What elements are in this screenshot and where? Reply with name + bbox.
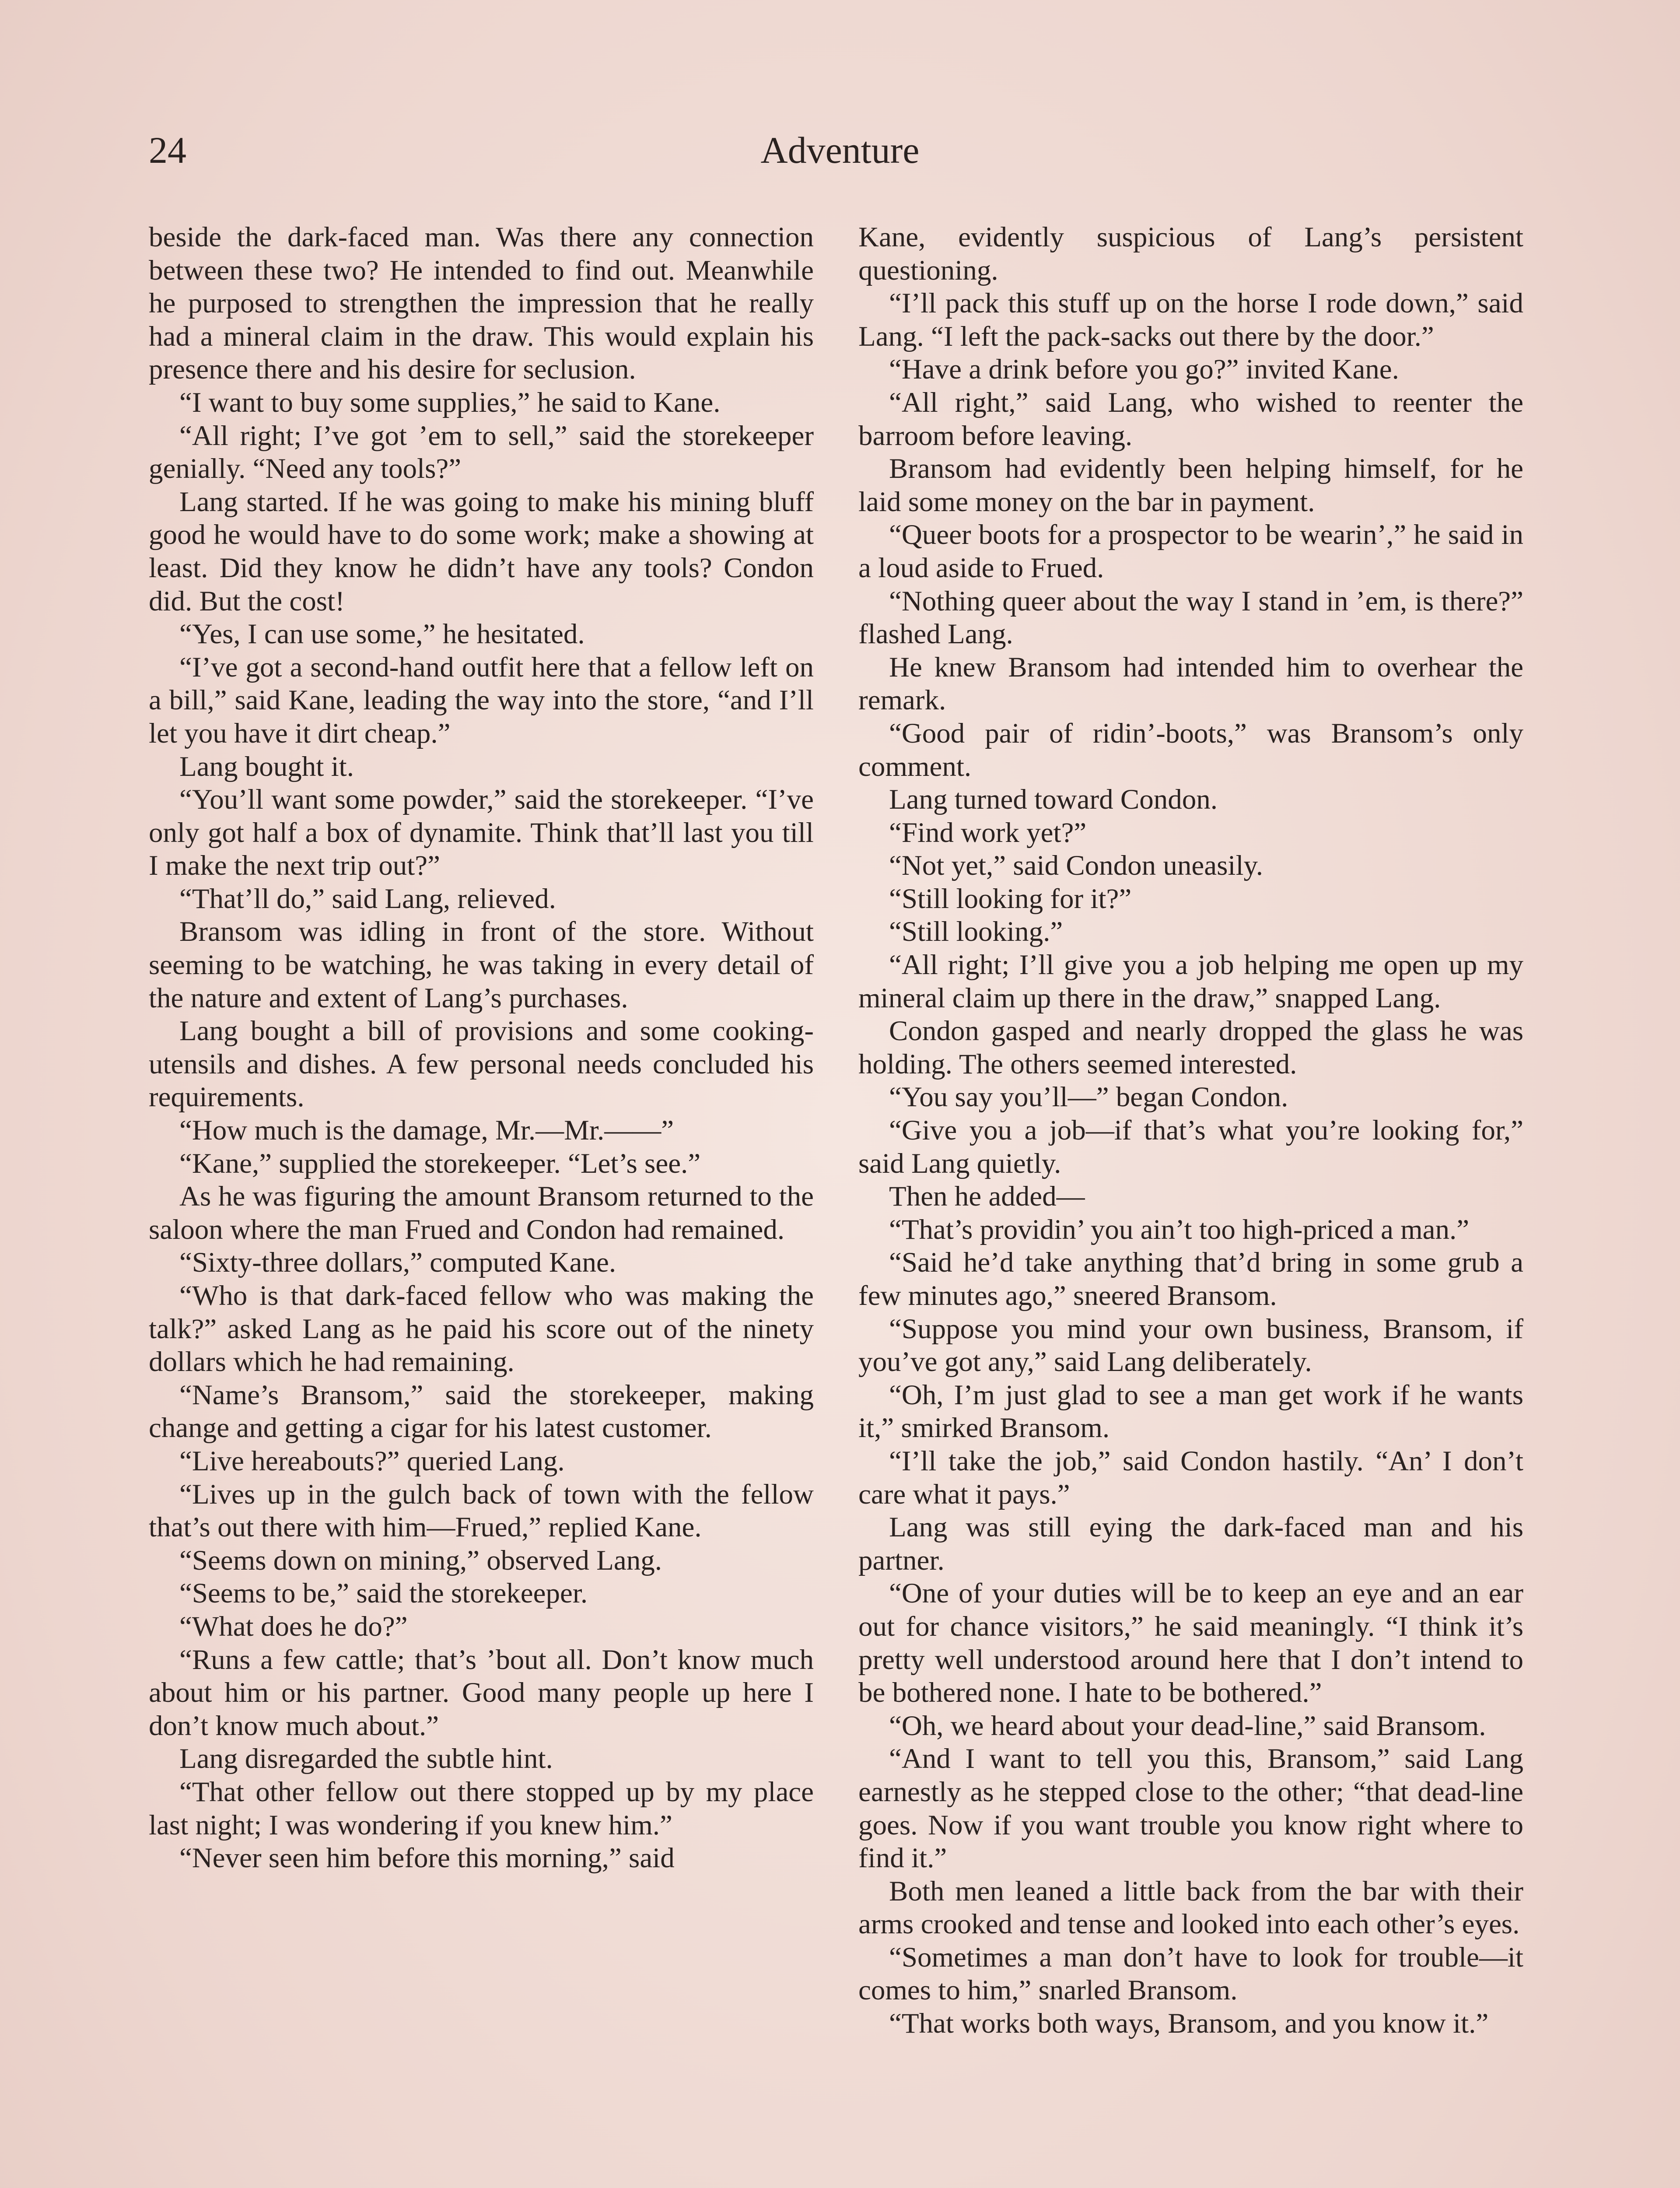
- paragraph: “And I want to tell you this, Bransom,” said Lang earnestly as he stepped close to the other; “that dead-line goes. Now if you want trouble you know right where to find it.”: [858, 1743, 1523, 1874]
- paragraph: As he was figuring the amount Bransom returned to the saloon where the man Frued and Condon had remained.: [149, 1181, 814, 1245]
- paragraph: “Queer boots for a prospector to be wearin’,” he said in a loud aside to Frued.: [858, 519, 1523, 584]
- paragraph: Lang started. If he was going to make his mining bluff good he would have to do some work; make a showing at least. Did they know he didn’t have any tools? Condon did. But the cost!: [149, 486, 814, 617]
- paragraph: “Good pair of ridin’-boots,” was Bransom’s only comment.: [858, 717, 1523, 782]
- paragraph: “Sixty-three dollars,” computed Kane.: [179, 1247, 616, 1279]
- paragraph: “Give you a job—if that’s what you’re looking for,” said Lang quietly.: [858, 1115, 1523, 1179]
- paragraph: “Seems to be,” said the storekeeper.: [179, 1578, 588, 1609]
- paragraph: “I’ll take the job,” said Condon hastily. “An’ I don’t care what it pays.”: [858, 1445, 1523, 1510]
- paragraph: “All right,” said Lang, who wished to reenter the barroom before leaving.: [858, 386, 1523, 452]
- page-number: 24: [149, 129, 186, 171]
- paragraph: “That other fellow out there stopped up by my place last night; I was wondering if you knew him.”: [149, 1776, 814, 1841]
- paragraph: “How much is the damage, Mr.—Mr.——”: [179, 1115, 674, 1147]
- paragraph: He knew Bransom had intended him to overhear the remark.: [858, 651, 1523, 716]
- paragraph: “Find work yet?”: [889, 817, 1087, 849]
- paragraph: Lang turned toward Condon.: [889, 784, 1218, 816]
- paragraph: Both men leaned a little back from the bar with their arms crooked and tense and looked into each other’s eyes.: [858, 1875, 1523, 1940]
- paragraph: “Not yet,” said Condon uneasily.: [889, 850, 1264, 882]
- paragraph: beside the dark-faced man. Was there any connection between these two? He intended to find out. Meanwhile he purposed to strengthen the impression that he really had a mineral claim in the draw. This would explain his presence there and his desire for seclusion.: [149, 221, 814, 386]
- paragraph: “Oh, we heard about your dead-line,” said Bransom.: [889, 1710, 1486, 1742]
- paragraph: “Seems down on mining,” observed Lang.: [179, 1544, 662, 1576]
- paragraph: Lang disregarded the subtle hint.: [179, 1743, 553, 1775]
- paragraph: “That’ll do,” said Lang, relieved.: [179, 883, 556, 915]
- paragraph: “Lives up in the gulch back of town with the fellow that’s out there with him—Frued,” replied Kane.: [149, 1478, 814, 1543]
- paragraph: “Said he’d take anything that’d bring in some grub a few minutes ago,” sneered Bransom.: [858, 1247, 1523, 1311]
- paragraph: “I’ve got a second-hand outfit here that a fellow left on a bill,” said Kane, leading the way into the store, “and I’ll let you have it dirt cheap.”: [149, 651, 814, 749]
- paragraph: “I’ll pack this stuff up on the horse I rode down,” said Lang. “I left the pack-sacks out there by the door.”: [858, 288, 1523, 352]
- paragraph: “All right; I’ll give you a job helping me open up my mineral claim up there in the draw,” snapped Lang.: [858, 949, 1523, 1014]
- paragraph: “Still looking for it?”: [889, 883, 1132, 915]
- paragraph: “Name’s Bransom,” said the storekeeper, making change and getting a cigar for his latest customer.: [149, 1379, 814, 1444]
- paragraph: “Kane,” supplied the storekeeper. “Let’s see.”: [179, 1147, 701, 1179]
- paragraph: Condon gasped and nearly dropped the glass he was holding. The others seemed interested.: [858, 1015, 1523, 1080]
- paragraph: “Suppose you mind your own business, Bransom, if you’ve got any,” said Lang deliberately.: [858, 1313, 1523, 1378]
- paragraph: “All right; I’ve got ’em to sell,” said the storekeeper genially. “Need any tools?”: [149, 420, 814, 485]
- paragraph: “You’ll want some powder,” said the storekeeper. “I’ve only got half a box of dynamite. Think that’ll last you till I make the next trip out?”: [149, 784, 814, 882]
- paragraph: “Live hereabouts?” queried Lang.: [179, 1445, 565, 1477]
- paragraph: “Yes, I can use some,” he hesitated.: [179, 618, 585, 650]
- paragraph: “What does he do?”: [179, 1610, 408, 1642]
- paragraph: “Never seen him before this morning,” said: [179, 1842, 675, 1874]
- paragraph: Then he added—: [889, 1181, 1085, 1213]
- paragraph: “Sometimes a man don’t have to look for trouble—it comes to him,” snarled Bransom.: [858, 1941, 1523, 2006]
- paragraph: Kane, evidently suspicious of Lang’s persistent questioning.: [858, 221, 1523, 286]
- paragraph: “Have a drink before you go?” invited Kane.: [889, 354, 1399, 386]
- paragraph: “Oh, I’m just glad to see a man get work if he wants it,” smirked Bransom.: [858, 1379, 1523, 1444]
- paragraph: “Runs a few cattle; that’s ’bout all. Don’t know much about him or his partner. Good many people up here I don’t know much about.”: [149, 1644, 814, 1742]
- paragraph: Bransom had evidently been helping himself, for he laid some money on the bar in payment.: [858, 453, 1523, 518]
- paragraph: “I want to buy some supplies,” he said to Kane.: [179, 386, 721, 418]
- paragraph: “Still looking.”: [889, 916, 1063, 948]
- paragraph: Lang bought it.: [179, 750, 354, 782]
- paragraph: “That’s providin’ you ain’t too high-priced a man.”: [889, 1213, 1470, 1245]
- paragraph: Bransom was idling in front of the store. Without seeming to be watching, he was taking in every detail of the nature and extent of Lang’s purchases.: [149, 916, 814, 1014]
- paragraph: “One of your duties will be to keep an eye and an ear out for chance visitors,” he said meaningly. “I think it’s pretty well understood around here that I don’t intend to be bothered none. I hate to be bothered.”: [858, 1578, 1523, 1709]
- paragraph: Lang was still eying the dark-faced man and his partner.: [858, 1511, 1523, 1576]
- running-head-title: Adventure: [760, 129, 920, 171]
- text-column-left: [149, 221, 814, 2188]
- paragraph: Lang bought a bill of provisions and some cooking-utensils and dishes. A few personal needs concluded his requirements.: [149, 1015, 814, 1113]
- paragraph: “You say you’ll—” began Condon.: [889, 1081, 1288, 1113]
- paragraph: “That works both ways, Bransom, and you know it.”: [889, 2008, 1489, 2040]
- text-column-right: [858, 221, 1523, 2188]
- paragraph: “Who is that dark-faced fellow who was making the talk?” asked Lang as he paid his score out of the ninety dollars which he had remaining.: [149, 1280, 814, 1378]
- paragraph: “Nothing queer about the way I stand in ’em, is there?” flashed Lang.: [858, 585, 1523, 650]
